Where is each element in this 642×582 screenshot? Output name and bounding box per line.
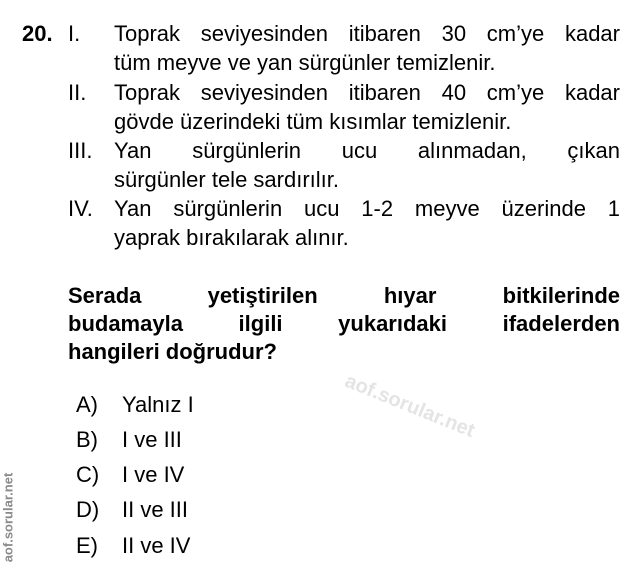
statement-line: Yan sürgünlerin ucu 1-2 meyve üzerinde 1: [114, 196, 620, 221]
statement-line: Toprak seviyesinden itibaren 30 cm’ye kadar: [114, 21, 620, 46]
question-prompt-line: Serada yetiştirilen hıyar bitkilerinde: [68, 283, 620, 308]
option-text: Yalnız I: [122, 392, 194, 417]
question-prompt-line: budamayla ilgili yukarıdaki ifadelerden: [68, 311, 620, 336]
statement-numeral: IV.: [68, 196, 93, 221]
statement-line: gövde üzerindeki tüm kısımlar temizlenir.: [114, 109, 512, 134]
option-letter: E): [76, 533, 98, 558]
watermark-diagonal: aof.sorular.net: [341, 370, 478, 443]
statement-numeral: III.: [68, 138, 93, 163]
statement-numeral: II.: [68, 80, 87, 105]
watermark-side: aof.sorular.net: [0, 472, 16, 563]
statement-line: sürgünler tele sardırılır.: [114, 167, 339, 192]
option-text: I ve III: [122, 427, 182, 452]
option-letter: C): [76, 462, 100, 487]
statement-line: tüm meyve ve yan sürgünler temizlenir.: [114, 50, 496, 75]
option-text: II ve III: [122, 497, 189, 522]
statement-numeral: I.: [68, 21, 81, 46]
question-prompt-line: hangileri doğrudur?: [68, 339, 277, 364]
option-letter: A): [76, 392, 98, 417]
statement-line: yaprak bırakılarak alınır.: [114, 225, 349, 250]
option-text: I ve IV: [122, 462, 185, 487]
statement-line: Yan sürgünlerin ucu alınmadan, çıkan: [114, 138, 620, 163]
question-number: 20.: [22, 21, 53, 46]
option-text: II ve IV: [122, 533, 191, 558]
statement-line: Toprak seviyesinden itibaren 40 cm’ye kadar: [114, 80, 620, 105]
option-letter: D): [76, 497, 100, 522]
option-letter: B): [76, 427, 98, 452]
